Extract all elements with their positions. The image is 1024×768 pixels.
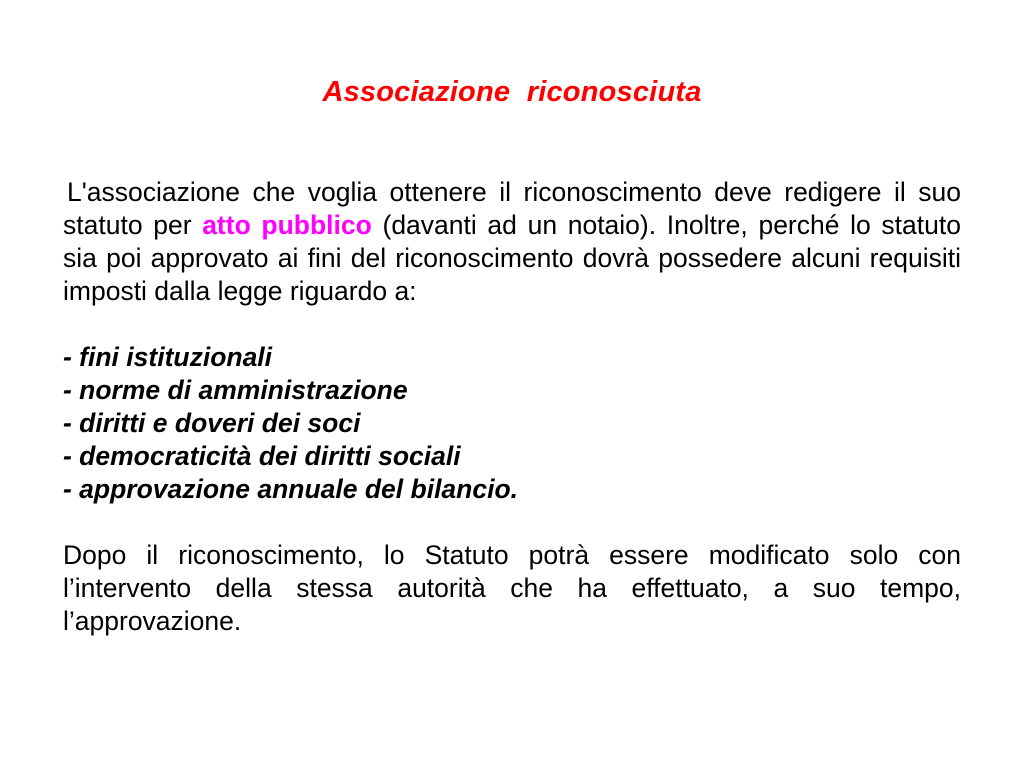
requirement-item: - fini istituzionali xyxy=(63,342,273,372)
closing-paragraph: Dopo il riconoscimento, lo Statuto potrà essere modificato solo con l’intervento della stessa autorità che ha effettuato, a suo tempo, l’approvazione. xyxy=(63,540,961,636)
requirement-item: - diritti e doveri dei soci xyxy=(63,408,361,438)
requirements-list xyxy=(63,341,961,506)
slide-body xyxy=(63,176,961,638)
slide-title: Associazione riconosciuta xyxy=(322,76,702,108)
requirement-item: - norme di amministrazione xyxy=(63,375,408,405)
requirement-item: - approvazione annuale del bilancio. xyxy=(63,474,519,504)
intro-text-after: (davanti ad un notaio). Inoltre, perché lo statuto sia poi approvato ai fini del riconoscimento dovrà possedere alcuni requisiti imposti dalla legge riguardo a: xyxy=(63,210,961,306)
requirement-item: - democraticità dei diritti sociali xyxy=(63,441,461,471)
intro-paragraph xyxy=(63,176,961,308)
highlight-atto-pubblico: atto pubblico xyxy=(202,210,372,240)
intro-text-before: L'associazione che voglia ottenere il riconoscimento deve redigere il suo statuto per xyxy=(63,177,961,240)
